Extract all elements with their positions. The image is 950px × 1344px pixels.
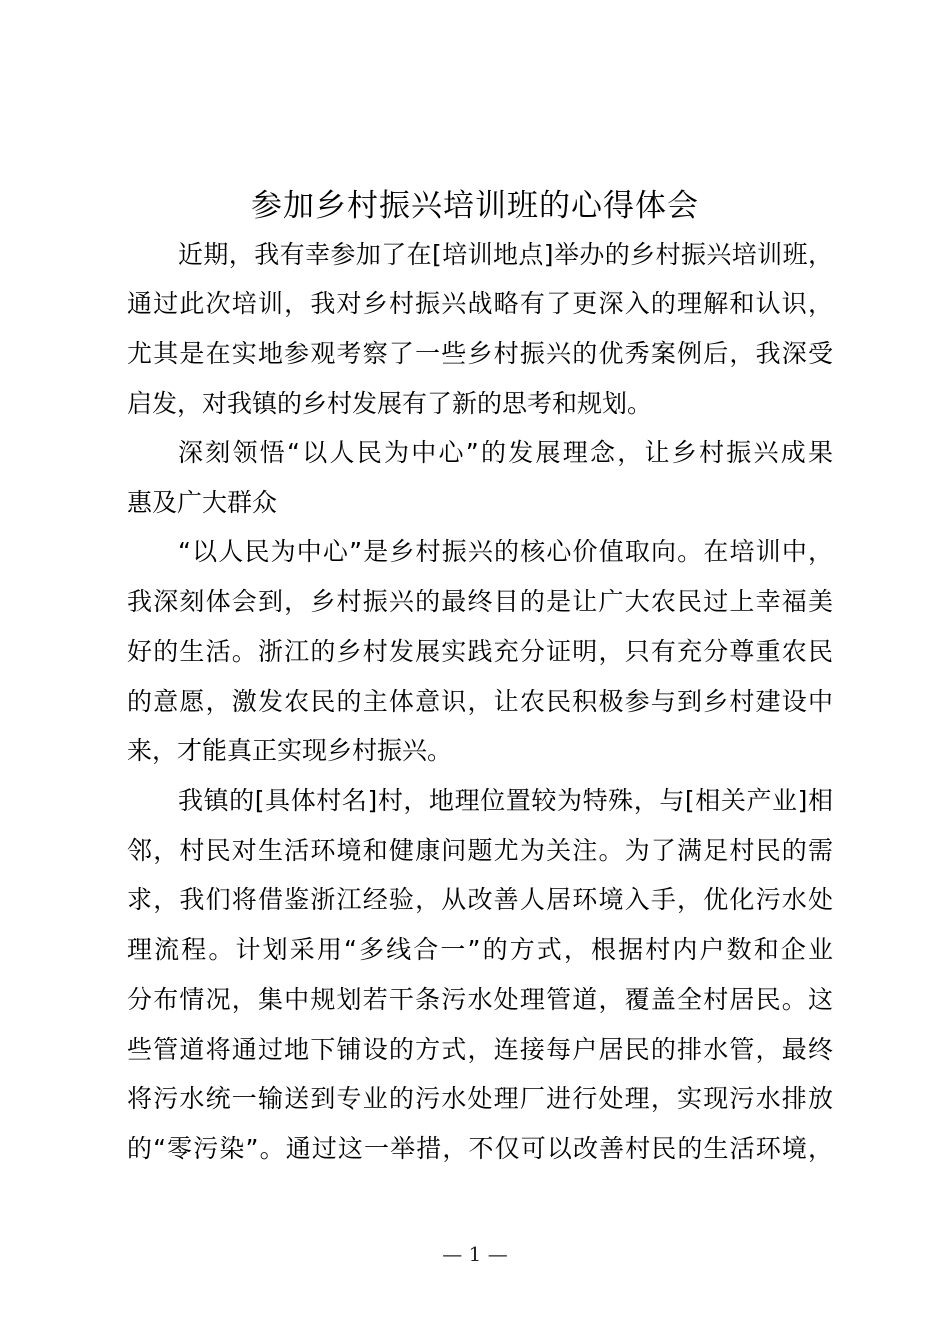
text-line: 近期，我有幸参加了在[培训地点]举办的乡村振兴培训班， <box>178 240 833 269</box>
document-title: 参加乡村振兴培训班的心得体会 <box>251 188 699 224</box>
page-number: — 1 — <box>442 1242 508 1266</box>
text-line: 尤其是在实地参观考察了一些乡村振兴的优秀案例后，我深受 <box>127 339 833 368</box>
text-line: 我深刻体会到，乡村振兴的最终目的是让广大农民过上幸福美 <box>127 587 833 616</box>
text-line: 通过此次培训，我对乡村振兴战略有了更深入的理解和认识， <box>127 289 833 318</box>
text-line: “以人民为中心”是乡村振兴的核心价值取向。在培训中， <box>178 537 833 566</box>
text-line: 理流程。计划采用“多线合一”的方式，根据村内户数和企业 <box>127 935 833 964</box>
text-line: 好的生活。浙江的乡村发展实践充分证明，只有充分尊重农民 <box>127 637 833 666</box>
text-line: 将污水统一输送到专业的污水处理厂进行处理，实现污水排放 <box>127 1084 833 1113</box>
text-line: 启发，对我镇的乡村发展有了新的思考和规划。 <box>127 389 653 418</box>
text-line: 的“零污染”。通过这一举措，不仅可以改善村民的生活环境， <box>127 1134 833 1163</box>
text-line: 些管道将通过地下铺设的方式，连接每户居民的排水管，最终 <box>127 1035 833 1064</box>
text-line: 求，我们将借鉴浙江经验，从改善人居环境入手，优化污水处 <box>127 885 833 914</box>
text-line: 的意愿，激发农民的主体意识，让农民积极参与到乡村建设中 <box>127 687 833 716</box>
text-line: 我镇的[具体村名]村，地理位置较为特殊，与[相关产业]相 <box>178 786 833 815</box>
text-line: 分布情况，集中规划若干条污水处理管道，覆盖全村居民。这 <box>127 985 833 1014</box>
text-line: 来，才能真正实现乡村振兴。 <box>127 736 453 765</box>
text-line: 惠及广大群众 <box>127 488 278 517</box>
text-line: 邻，村民对生活环境和健康问题尤为关注。为了满足村民的需 <box>127 836 833 865</box>
text-line: 深刻领悟“以人民为中心”的发展理念，让乡村振兴成果 <box>178 438 833 467</box>
